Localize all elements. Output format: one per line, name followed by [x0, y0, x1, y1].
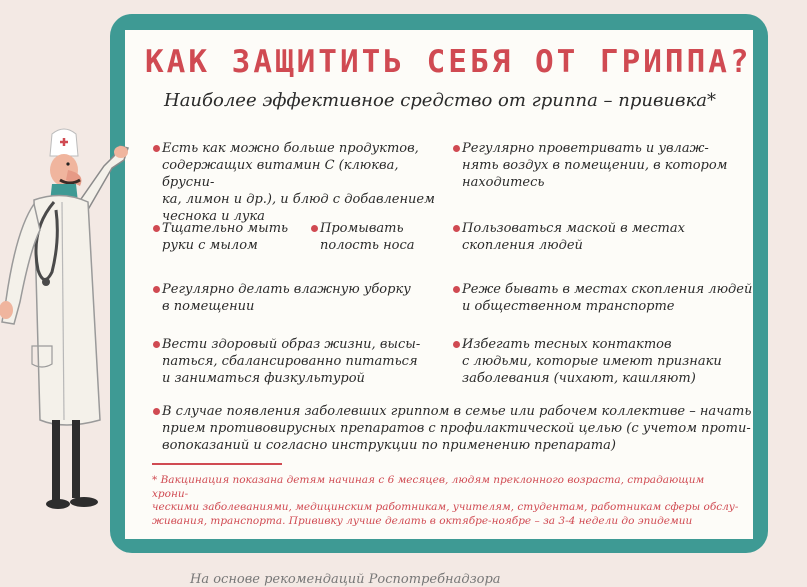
- tip-line: Избегать тесных контактов: [462, 337, 672, 352]
- bullet-icon: [153, 145, 160, 152]
- tip-line: вопоказаний и согласно инструкции по применению препарата): [162, 438, 616, 453]
- tip-ventilate: [453, 140, 752, 191]
- bullet-icon: [311, 225, 318, 232]
- tip-line: прием противовирусных препаратов с профилактической целью (с учетом проти-: [162, 421, 751, 436]
- doctor-illustration-icon: [0, 120, 140, 540]
- tip-line: находитесь: [462, 175, 545, 190]
- tip-line: Регулярно делать влажную уборку: [162, 282, 411, 297]
- tip-healthy-lifestyle: [153, 336, 452, 387]
- bullet-icon: [153, 225, 160, 232]
- tip-line: заболевания (чихают, кашляют): [462, 371, 696, 386]
- footnote: [152, 474, 742, 528]
- footnote-line: * Вакцинация показана детям начиная с 6 месяцев, людям преклонного возраста, страдающим хрони-: [152, 474, 705, 500]
- tip-line: и общественном транспорте: [462, 299, 675, 314]
- tip-line: В случае появления заболевших гриппом в семье или рабочем коллективе – начать: [162, 404, 752, 419]
- tip-line: Есть как можно больше продуктов,: [162, 141, 419, 156]
- footnote-line: ческими заболеваниями, медицинским работникам, учителям, студентам, работникам сферы обслу-: [152, 501, 739, 513]
- bullet-icon: [453, 145, 460, 152]
- tip-rinse-nose: [311, 220, 450, 254]
- tip-line: Реже бывать в местах скопления людей: [462, 282, 753, 297]
- tip-line: содержащих витамин С (клюква, бруснu-: [162, 158, 399, 190]
- tip-vitamin-c: [153, 140, 452, 225]
- tip-wet-cleaning: [153, 281, 452, 315]
- tip-line: скопления людей: [462, 238, 583, 253]
- tip-line: паться, сбалансированно питаться: [162, 354, 418, 369]
- tip-avoid-crowds: [453, 281, 762, 315]
- tip-mask: [453, 220, 752, 254]
- tip-line: в помещении: [162, 299, 255, 314]
- bullet-icon: [453, 225, 460, 232]
- tip-line: ка, лимон и др.), и блюд с добавлением: [162, 192, 435, 207]
- tip-line: Вести здоровый образ жизни, высы-: [162, 337, 421, 352]
- tip-line: Промывать: [320, 221, 404, 236]
- bullet-icon: [153, 286, 160, 293]
- bullet-icon: [453, 286, 460, 293]
- tip-line: Пользоваться маской в местах: [462, 221, 685, 236]
- tip-line: полость носа: [320, 238, 415, 253]
- tip-line: и заниматься физкультурой: [162, 371, 365, 386]
- tip-line: Регулярно проветривать и увлаж-: [462, 141, 709, 156]
- tip-line: с людьми, которые имеют признаки: [462, 354, 722, 369]
- tip-antiviral: [153, 403, 757, 454]
- tip-line: нять воздух в помещении, в котором: [462, 158, 728, 173]
- bullet-icon: [453, 341, 460, 348]
- footnote-line: живания, транспорта. Прививку лучше делать в октябре-ноябре – за 3-4 недели до эпидемии: [152, 514, 693, 527]
- poster-title: КАК ЗАЩИТИТЬ СЕБЯ ОТ ГРИППА?: [145, 44, 752, 80]
- tip-line: чеснока и лука: [162, 209, 265, 224]
- tip-avoid-contact: [453, 336, 752, 387]
- bullet-icon: [153, 408, 160, 415]
- tip-line: Тщательно мыть: [162, 221, 289, 236]
- footnote-divider: [152, 463, 282, 465]
- tip-wash-hands: [153, 220, 312, 254]
- source-caption: На основе рекомендаций Роспотребнадзора: [190, 572, 501, 587]
- poster-subtitle: Наиболее эффективное средство от гриппа – прививка*: [164, 90, 716, 111]
- bullet-icon: [153, 341, 160, 348]
- tip-line: руки с мылом: [162, 238, 258, 253]
